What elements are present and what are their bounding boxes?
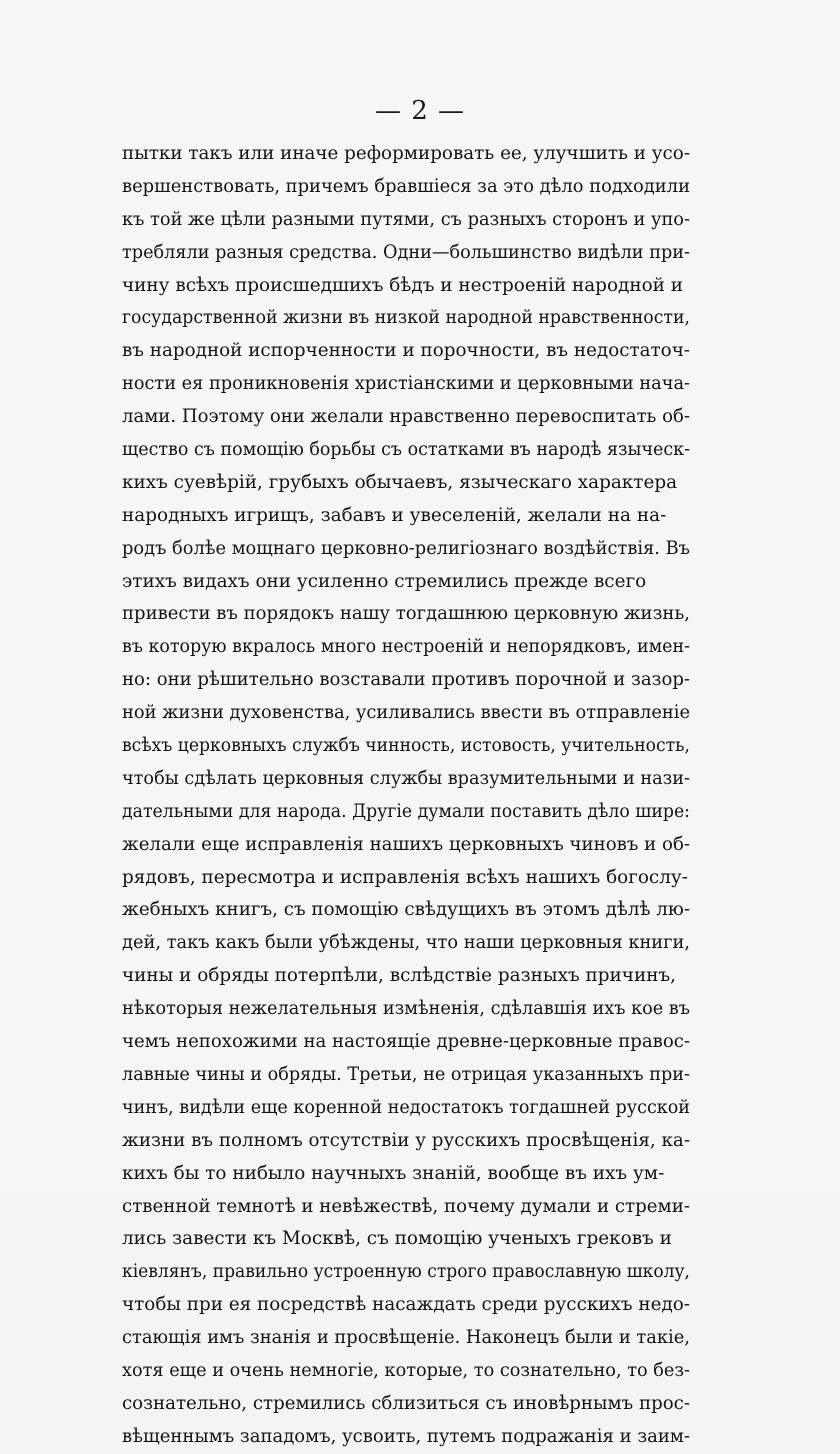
- text-line: ной жизни духовенства, усиливались ввести въ отправленіе: [122, 702, 690, 724]
- body-text: [122, 138, 690, 1454]
- text-line: пытки такъ или иначе реформировать ее, улучшить и усо-: [122, 143, 690, 164]
- text-line: лись завести къ Москвѣ, съ помощію ученыхъ грековъ и: [122, 1228, 672, 1250]
- text-line: ственной темнотѣ и невѣжествѣ, почему думали и стреми-: [122, 1195, 690, 1217]
- text-line: кихъ бы то нибыло научныхъ знаній, вообще въ ихъ ум-: [122, 1162, 665, 1184]
- text-line: ности ея проникновенія христіанскими и церковными нача-: [122, 373, 690, 395]
- text-line: чинъ, видѣли еще коренной недостатокъ тогдашней русской: [122, 1096, 690, 1118]
- text-line: сознательно, стремились сблизиться съ иновѣрнымъ прос-: [122, 1392, 690, 1414]
- text-line: требляли разныя средства. Одни—большинство видѣли при-: [122, 241, 690, 263]
- text-line: привести въ порядокъ нашу тогдашнюю церковную жизнь,: [122, 603, 690, 625]
- text-line: въ которую вкралось много нестроеній и непорядковъ, имен-: [122, 636, 690, 658]
- text-line: жизни въ полномъ отсутствіи у русскихъ просвѣщенія, ка-: [122, 1129, 690, 1151]
- text-line: чтобы при ея посредствѣ насаждать среди русскихъ недо-: [122, 1294, 690, 1316]
- text-line: дательными для народа. Другіе думали поставить дѣло шире:: [122, 800, 690, 822]
- text-line: чемъ непохожими на настоящіе древне-церковные правос-: [122, 1031, 690, 1053]
- text-line: нѣкоторыя нежелательныя измѣненія, сдѣлавшія ихъ кое въ: [122, 998, 690, 1020]
- text-line: въ народной испорченности и порочности, въ недостаточ-: [122, 340, 690, 362]
- text-line: рядовъ, пересмотра и исправленія всѣхъ нашихъ богослу-: [122, 866, 688, 888]
- text-line: вѣщеннымъ западомъ, усвоить, путемъ подражанія и заим-: [122, 1425, 690, 1447]
- text-line: но: они рѣшительно возставали противъ порочной и зазор-: [122, 669, 690, 691]
- text-line: всѣхъ церковныхъ службъ чинность, истовость, учительность,: [122, 735, 690, 757]
- text-line: лами. Поэтому они желали нравственно перевоспитать об-: [122, 406, 690, 428]
- text-line: желали еще исправленія нашихъ церковныхъ чиновъ и об-: [122, 833, 690, 855]
- text-line: къ той же цѣли разными путями, съ разныхъ сторонъ и упо-: [122, 208, 690, 230]
- text-line: чину всѣхъ происшедшихъ бѣдъ и нестроеній народной и: [122, 274, 684, 296]
- text-line: стающія имъ знанія и просвѣщеніе. Наконецъ были и такіе,: [122, 1327, 690, 1349]
- text-line: государственной жизни въ низкой народной нравственности,: [122, 307, 690, 329]
- text-line: кіевлянъ, правильно устроенную строго православную школу,: [122, 1261, 690, 1283]
- text-line: народныхъ игрищъ, забавъ и увеселеній, желали на на-: [122, 504, 667, 526]
- text-line: чтобы сдѣлать церковныя службы вразумительными и нази-: [122, 767, 690, 789]
- text-line: вершенствовать, причемъ бравшіеся за это дѣло подходили: [122, 175, 690, 197]
- text-line: лавные чины и обряды. Третьи, не отрицая указанныхъ при-: [122, 1063, 690, 1085]
- text-line: щество съ помощію борьбы съ остатками въ народѣ языческ-: [122, 439, 690, 461]
- text-line: чины и обряды потерпѣли, вслѣдствіе разныхъ причинъ,: [122, 965, 676, 987]
- text-line: кихъ суевѣрій, грубыхъ обычаевъ, языческаго характера: [122, 471, 678, 493]
- text-line: этихъ видахъ они усиленно стремились прежде всего: [122, 570, 647, 592]
- page-number: — 2 —: [374, 96, 466, 126]
- text-line: дей, такъ какъ были убѣждены, что наши церковныя книги,: [122, 932, 690, 954]
- text-line: хотя еще и очень немногіе, которые, то сознательно, то без-: [122, 1359, 690, 1381]
- text-line: жебныхъ книгъ, съ помощію свѣдущихъ въ этомъ дѣлѣ лю-: [122, 899, 690, 921]
- text-line: родъ болѣе мощнаго церковно-религіознаго воздѣйствія. Въ: [122, 537, 690, 559]
